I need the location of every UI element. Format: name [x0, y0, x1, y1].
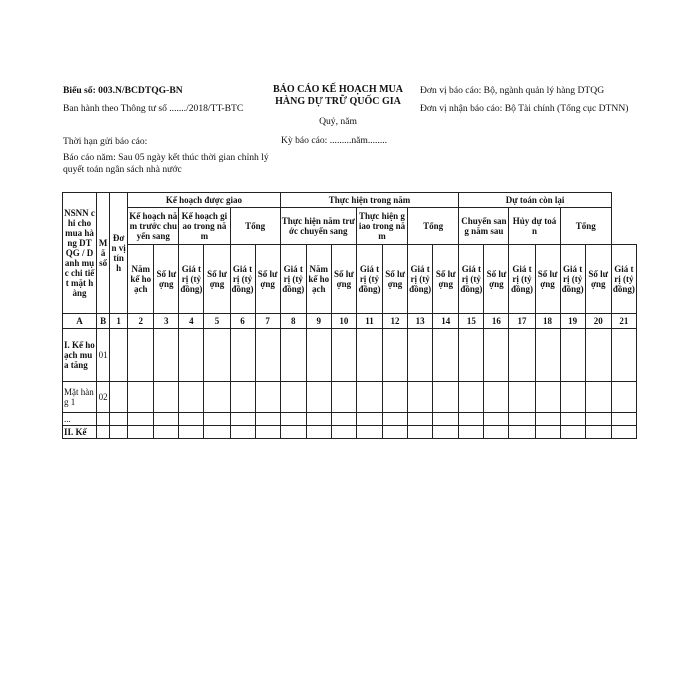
- leaf-value: Giá trị (tỷ đồng): [459, 245, 484, 314]
- leaf-qty: Số lượng: [382, 245, 407, 314]
- data-cell[interactable]: [611, 426, 636, 439]
- data-cell[interactable]: [356, 426, 382, 439]
- data-cell[interactable]: [560, 382, 585, 413]
- column-index: B: [97, 314, 110, 329]
- leaf-value: Giá trị (tỷ đồng): [356, 245, 382, 314]
- data-cell[interactable]: [255, 413, 280, 426]
- column-index: 21: [611, 314, 636, 329]
- data-cell[interactable]: [179, 382, 204, 413]
- leaf-qty: Số lượng: [535, 245, 560, 314]
- data-cell[interactable]: [204, 329, 230, 382]
- data-cell[interactable]: [585, 382, 611, 413]
- data-cell[interactable]: [433, 426, 459, 439]
- leaf-qty: Số lượng: [433, 245, 459, 314]
- data-cell[interactable]: [230, 382, 255, 413]
- data-cell[interactable]: [585, 413, 611, 426]
- column-index: 3: [154, 314, 179, 329]
- form-code: Biểu số: 003.N/BCDTQG-BN: [63, 85, 183, 96]
- row-code: [97, 413, 110, 426]
- row-name: Mặt hàng 1: [63, 382, 97, 413]
- leaf-value: Giá trị (tỷ đồng): [611, 245, 636, 314]
- data-cell[interactable]: [535, 382, 560, 413]
- sub-budget-total: Tổng: [560, 208, 611, 245]
- leaf-value: Giá trị (tỷ đồng): [280, 245, 306, 314]
- data-cell[interactable]: [306, 413, 331, 426]
- column-index: 13: [408, 314, 433, 329]
- data-cell[interactable]: [331, 413, 356, 426]
- data-cell[interactable]: [230, 413, 255, 426]
- sub-carry-over: Chuyển sang năm sau: [459, 208, 509, 245]
- data-cell[interactable]: [433, 329, 459, 382]
- data-cell[interactable]: [408, 329, 433, 382]
- leaf-plan-year: Năm kế hoạch: [128, 245, 154, 314]
- column-index: 2: [128, 314, 154, 329]
- column-index: 12: [382, 314, 407, 329]
- leaf-value: Giá trị (tỷ đồng): [560, 245, 585, 314]
- sub-year-actual: Thực hiện giao trong năm: [356, 208, 407, 245]
- data-cell[interactable]: [331, 329, 356, 382]
- leaf-value: Giá trị (tỷ đồng): [179, 245, 204, 314]
- column-index: 19: [560, 314, 585, 329]
- group-plan: Kế hoạch được giao: [128, 193, 280, 208]
- sub-prev-plan: Kế hoạch năm trước chuyển sang: [128, 208, 179, 245]
- data-cell[interactable]: [560, 426, 585, 439]
- data-cell[interactable]: [154, 382, 179, 413]
- sub-year-plan: Kế hoạch giao trong năm: [179, 208, 230, 245]
- data-cell[interactable]: [509, 382, 535, 413]
- sub-actual-total: Tổng: [408, 208, 459, 245]
- leaf-qty: Số lượng: [154, 245, 179, 314]
- data-cell[interactable]: [331, 382, 356, 413]
- column-index: 11: [356, 314, 382, 329]
- data-cell[interactable]: [331, 426, 356, 439]
- sub-cancel-budget: Hủy dự toán: [509, 208, 560, 245]
- group-actual: Thực hiện trong năm: [280, 193, 459, 208]
- data-cell[interactable]: [255, 329, 280, 382]
- leaf-qty: Số lượng: [484, 245, 509, 314]
- data-cell[interactable]: [280, 329, 306, 382]
- reporting-unit: Đơn vị báo cáo: Bộ, ngành quản lý hàng DTQG: [420, 85, 605, 96]
- column-index: 17: [509, 314, 535, 329]
- data-cell[interactable]: [408, 426, 433, 439]
- data-cell[interactable]: [280, 382, 306, 413]
- data-cell[interactable]: [110, 426, 128, 439]
- data-cell[interactable]: [459, 382, 484, 413]
- data-cell[interactable]: [280, 426, 306, 439]
- column-index: 16: [484, 314, 509, 329]
- data-cell[interactable]: [459, 426, 484, 439]
- data-cell[interactable]: [179, 426, 204, 439]
- header-item-column: NSNN chi cho mua hàng DTQG / Danh mục chi tiết mặt hàng: [63, 193, 97, 314]
- data-cell[interactable]: [382, 382, 407, 413]
- column-index-row: [63, 314, 637, 329]
- column-index: 15: [459, 314, 484, 329]
- data-cell[interactable]: [408, 382, 433, 413]
- data-cell[interactable]: [382, 426, 407, 439]
- report-title: BÁO CÁO KẾ HOẠCH MUA HÀNG DỰ TRỮ QUỐC GIA: [273, 84, 403, 107]
- data-cell[interactable]: [585, 329, 611, 382]
- data-cell[interactable]: [433, 382, 459, 413]
- submission-deadline: Thời hạn gửi báo cáo:: [63, 136, 148, 147]
- data-cell[interactable]: [128, 413, 154, 426]
- leaf-qty: Số lượng: [585, 245, 611, 314]
- data-cell[interactable]: [179, 413, 204, 426]
- leaf-plan-year: Năm kế hoạch: [306, 245, 331, 314]
- data-cell[interactable]: [560, 413, 585, 426]
- data-cell[interactable]: [306, 329, 331, 382]
- data-cell[interactable]: [484, 382, 509, 413]
- data-cell[interactable]: [509, 329, 535, 382]
- group-budget: Dự toán còn lại: [459, 193, 612, 208]
- data-cell[interactable]: [382, 413, 407, 426]
- column-index: 4: [179, 314, 204, 329]
- report-table: [62, 192, 637, 439]
- leaf-qty: Số lượng: [331, 245, 356, 314]
- leaf-value: Giá trị (tỷ đồng): [509, 245, 535, 314]
- data-cell[interactable]: [382, 329, 407, 382]
- data-cell[interactable]: [306, 382, 331, 413]
- data-cell[interactable]: [484, 426, 509, 439]
- data-cell[interactable]: [484, 329, 509, 382]
- data-cell[interactable]: [408, 413, 433, 426]
- data-cell[interactable]: [204, 382, 230, 413]
- row-name: ...: [63, 413, 97, 426]
- data-cell[interactable]: [110, 413, 128, 426]
- leaf-qty: Số lượng: [255, 245, 280, 314]
- leaf-qty: Số lượng: [204, 245, 230, 314]
- data-cell[interactable]: [110, 382, 128, 413]
- data-cell[interactable]: [306, 426, 331, 439]
- data-cell[interactable]: [204, 426, 230, 439]
- data-cell[interactable]: [535, 413, 560, 426]
- column-index: 18: [535, 314, 560, 329]
- column-index: A: [63, 314, 97, 329]
- data-cell[interactable]: [535, 426, 560, 439]
- column-index: 6: [230, 314, 255, 329]
- data-cell[interactable]: [433, 413, 459, 426]
- data-cell[interactable]: [535, 329, 560, 382]
- data-cell[interactable]: [154, 426, 179, 439]
- data-cell[interactable]: [230, 329, 255, 382]
- column-index: 5: [204, 314, 230, 329]
- sub-prev-actual: Thực hiện năm trước chuyển sang: [280, 208, 356, 245]
- data-cell[interactable]: [611, 329, 636, 382]
- row-code: 01: [97, 329, 110, 382]
- issued-by-circular: Ban hành theo Thông tư số ......./2018/TT-BTC: [63, 103, 244, 114]
- data-cell[interactable]: [356, 413, 382, 426]
- table-row: [63, 329, 637, 382]
- data-cell[interactable]: [611, 413, 636, 426]
- data-cell[interactable]: [509, 413, 535, 426]
- data-cell[interactable]: [110, 329, 128, 382]
- table-row: [63, 426, 637, 439]
- column-index: 10: [331, 314, 356, 329]
- column-index: 14: [433, 314, 459, 329]
- column-index: 7: [255, 314, 280, 329]
- data-cell[interactable]: [356, 329, 382, 382]
- data-cell[interactable]: [255, 426, 280, 439]
- data-cell[interactable]: [356, 382, 382, 413]
- data-cell[interactable]: [154, 329, 179, 382]
- header-code-column: Mã số: [97, 193, 110, 314]
- data-cell[interactable]: [509, 426, 535, 439]
- header-unit-column: Đơn vị tính: [110, 193, 128, 314]
- leaf-value: Giá trị (tỷ đồng): [230, 245, 255, 314]
- data-cell[interactable]: [154, 413, 179, 426]
- report-quarter: Quý, năm: [319, 116, 357, 127]
- column-index: 20: [585, 314, 611, 329]
- data-cell[interactable]: [280, 413, 306, 426]
- data-cell[interactable]: [255, 382, 280, 413]
- data-cell[interactable]: [459, 413, 484, 426]
- row-code: [97, 426, 110, 439]
- data-cell[interactable]: [560, 329, 585, 382]
- data-cell[interactable]: [128, 382, 154, 413]
- table-row: [63, 413, 637, 426]
- data-cell[interactable]: [179, 329, 204, 382]
- data-cell[interactable]: [484, 413, 509, 426]
- leaf-value: Giá trị (tỷ đồng): [408, 245, 433, 314]
- annual-report-note: Báo cáo năm: Sau 05 ngày kết thúc thời gian chỉnh lý quyết toán ngân sách nhà nước: [63, 152, 269, 175]
- row-code: 02: [97, 382, 110, 413]
- column-index: 1: [110, 314, 128, 329]
- row-name: II. Kế: [63, 426, 97, 439]
- report-period: Kỳ báo cáo: .........năm........: [281, 135, 388, 146]
- receiving-unit: Đơn vị nhận báo cáo: Bộ Tài chính (Tổng cục DTNN): [420, 103, 629, 114]
- column-index: 9: [306, 314, 331, 329]
- column-index: 8: [280, 314, 306, 329]
- data-cell[interactable]: [611, 382, 636, 413]
- sub-plan-total: Tổng: [230, 208, 280, 245]
- data-cell[interactable]: [204, 413, 230, 426]
- data-cell[interactable]: [585, 426, 611, 439]
- data-cell[interactable]: [128, 329, 154, 382]
- data-cell[interactable]: [230, 426, 255, 439]
- data-cell[interactable]: [459, 329, 484, 382]
- data-cell[interactable]: [128, 426, 154, 439]
- row-name: I. Kế hoạch mua tăng: [63, 329, 97, 382]
- table-row: [63, 382, 637, 413]
